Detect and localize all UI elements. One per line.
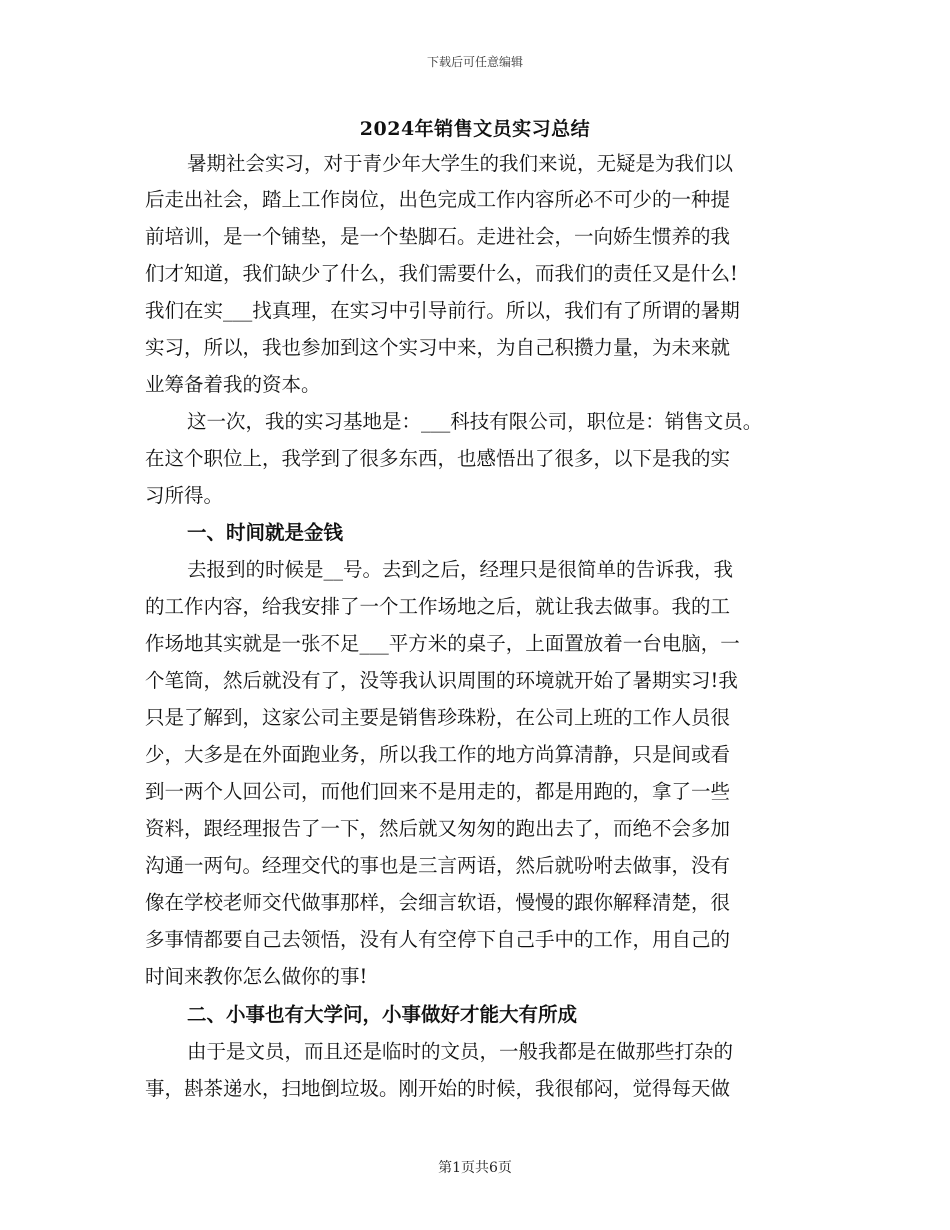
body-line: 前培训，是一个铺垫，是一个垫脚石。走进社会，一向娇生惯养的我 (145, 225, 731, 248)
body-line: 资料，跟经理报告了一下，然后就又匆匆的跑出去了，而绝不会多加 (145, 817, 731, 840)
body-line: 业筹备着我的资本。 (145, 373, 321, 396)
body-line: 后走出社会，踏上工作岗位，出色完成工作内容所必不可少的一种提 (145, 188, 731, 211)
body-line: 少，大多是在外面跑业务，所以我工作的地方尚算清静，只是间或看 (145, 743, 731, 766)
body-line: 习所得。 (145, 484, 224, 507)
body-line: 像在学校老师交代做事那样，会细言软语，慢慢的跟你解释清楚，很 (145, 891, 731, 914)
body-line: 到一两个人回公司，而他们回来不是用走的，都是用跑的，拿了一些 (145, 780, 731, 803)
body-line: 作场地其实就是一张不足___平方米的桌子，上面置放着一台电脑，一 (145, 632, 740, 655)
body-line: 暑期社会实习，对于青少年大学生的我们来说，无疑是为我们以 (187, 152, 734, 175)
body-line: 去报到的时候是__号。去到之后，经理只是很简单的告诉我，我 (187, 558, 734, 581)
section-heading: 二、小事也有大学问，小事做好才能大有所成 (187, 1003, 578, 1026)
section-heading: 一、时间就是金钱 (187, 521, 344, 544)
body-line: 事，斟茶递水，扫地倒垃圾。刚开始的时候，我很郁闷，觉得每天做 (145, 1077, 731, 1100)
body-line: 由于是文员，而且还是临时的文员，一般我都是在做那些打杂的 (187, 1040, 734, 1063)
body-line: 我们在实___找真理，在实习中引导前行。所以，我们有了所谓的暑期 (145, 299, 740, 322)
body-line: 在这个职位上，我学到了很多东西，也感悟出了很多，以下是我的实 (145, 447, 731, 470)
document-title: 2024年销售文员实习总结 (359, 118, 591, 140)
body-line: 时间来教你怎么做你的事! (145, 965, 368, 988)
body-line: 实习，所以，我也参加到这个实习中来，为自己积攒力量，为未来就 (145, 336, 731, 359)
body-line: 沟通一两句。经理交代的事也是三言两语，然后就吩咐去做事，没有 (145, 854, 731, 877)
body-line: 这一次，我的实习基地是：___科技有限公司，职位是：销售文员。 (187, 410, 763, 433)
body-line: 多事情都要自己去领悟，没有人有空停下自己手中的工作，用自己的 (145, 928, 731, 951)
body-line: 只是了解到，这家公司主要是销售珍珠粉，在公司上班的工作人员很 (145, 706, 731, 729)
page-header-note: 下载后可任意编辑 (426, 55, 523, 69)
body-line: 个笔筒，然后就没有了，没等我认识周围的环境就开始了暑期实习!我 (145, 669, 738, 692)
page-number: 第1页共6页 (438, 1160, 512, 1176)
body-line: 的工作内容，给我安排了一个工作场地之后，就让我去做事。我的工 (145, 595, 731, 618)
body-line: 们才知道，我们缺少了什么，我们需要什么，而我们的责任又是什么! (145, 262, 738, 285)
